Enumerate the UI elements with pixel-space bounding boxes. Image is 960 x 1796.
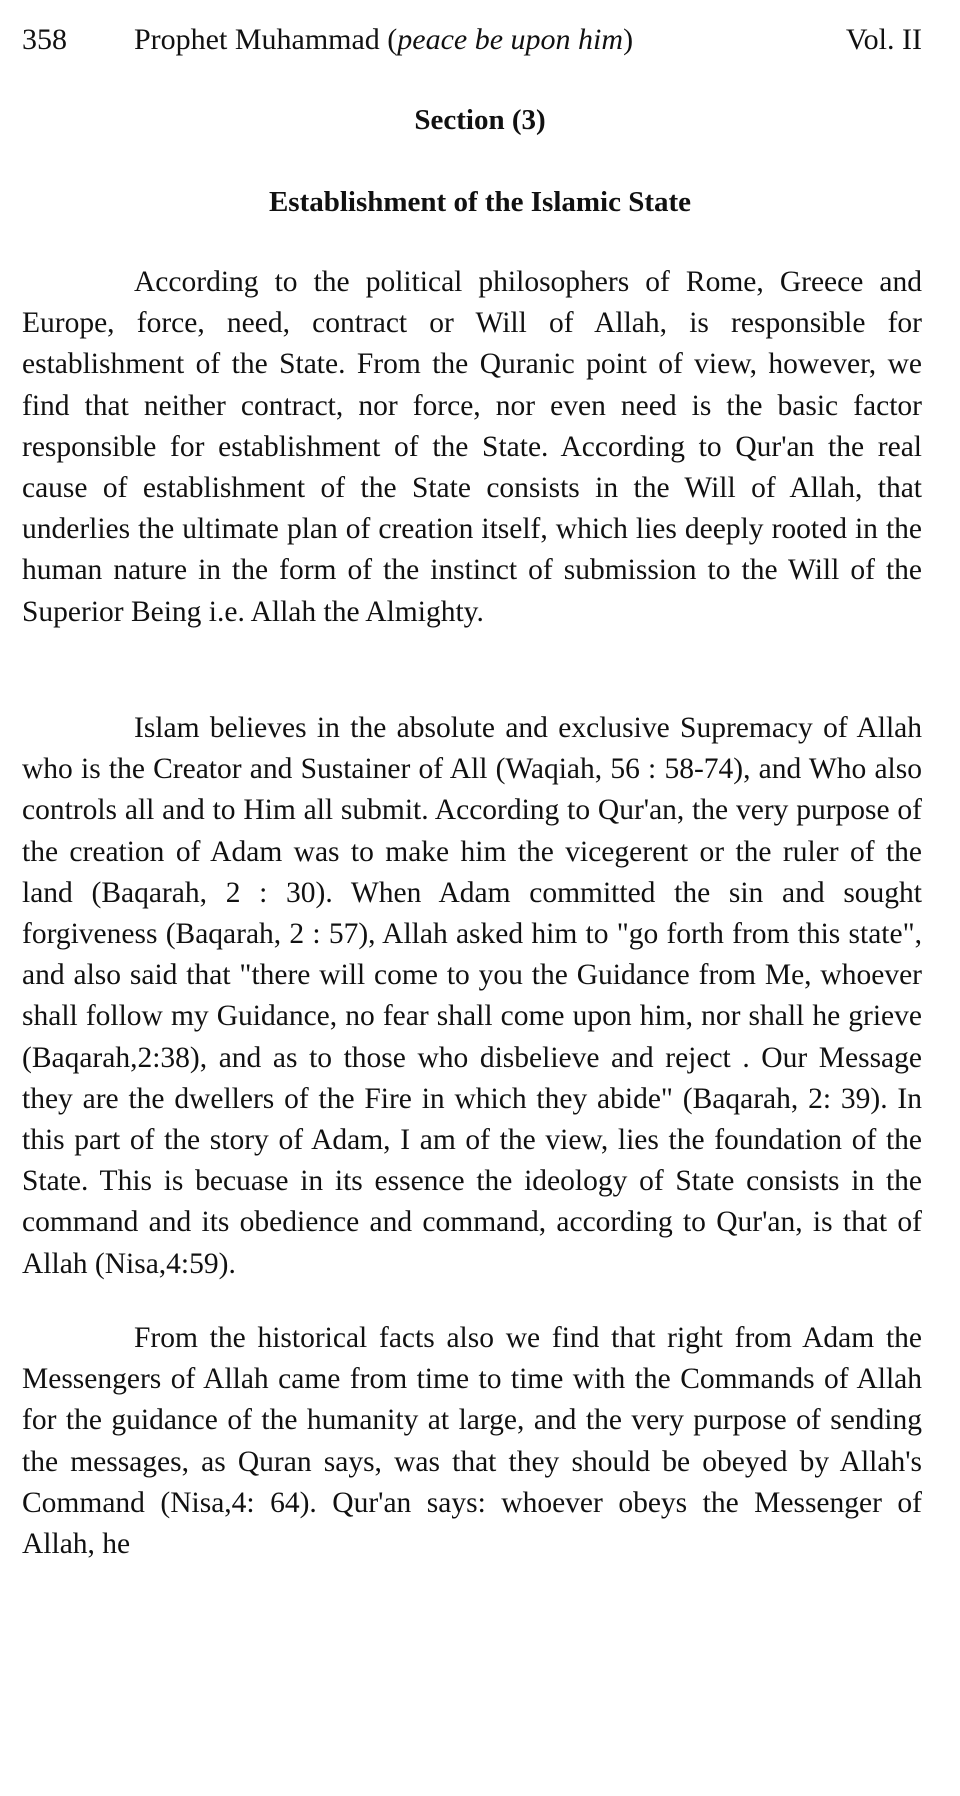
section-title: Establishment of the Islamic State (268, 186, 692, 218)
running-title-italic: peace be upon him (397, 23, 624, 56)
running-title (134, 18, 633, 62)
volume-label: Vol. II (845, 23, 922, 56)
running-title-suffix: ) (623, 23, 634, 56)
paragraph-2-text: Islam believes in the absolute and exclusive Supremacy of Allah who is the Creator and Sustainer of All (Waqiah, 56 : 58-74), and Who also controls all and to Him all submit. According to Qur'an, the very purpose of the creation of Adam was to make him the vicegerent or the ruler of the land (Baqarah, 2 : 30). When Adam committed the sin and sought forgiveness (Baqarah, 2 : 57), Allah asked him to "go forth from this state", and also said that "there will come to you the Guidance from Me, whoever shall follow my Guidance, no fear shall come upon him, nor shall he grieve (Baqarah,2:38), and as to those who disbelieve and reject . Our Message they are the dwellers of the Fire in which they abide" (Baqarah, 2: 39). In this part of the story of Adam, I am of the view, lies the foundation of the State. This is becuase in its essence the ideology of State consists in the command and its obedience and command, according to Qur'an, is that of Allah (Nisa,4:59). (22, 712, 922, 1280)
paragraph-3 (22, 1318, 922, 1565)
paragraph-2 (22, 708, 922, 1285)
running-title-prefix: Prophet Muhammad ( (134, 23, 398, 56)
paragraph-1-text: According to the political philosophers of Rome, Greece and Europe, force, need, contract or Will of Allah, is responsible for establishment of the State. From the Quranic point of view, however, we find that neither contract, nor force, nor even need is the basic factor responsible for establishment of the State. According to Qur'an the real cause of establishment of the State consists in the Will of Allah, that underlies the ultimate plan of creation itself, which lies deeply rooted in the human nature in the form of the instinct of submission to the Will of the Superior Being i.e. Allah the Almighty. (22, 266, 922, 628)
page-header (22, 18, 922, 62)
paragraph-3-text: From the historical facts also we find that right from Adam the Messengers of Allah came from time to time with the Commands of Allah for the guidance of the humanity at large, and the very purpose of sending the messages, as Quran says, was that they should be obeyed by Allah's Command (Nisa,4: 64). Qur'an says: whoever obeys the Messenger of Allah, he (22, 1322, 922, 1561)
page-number: 358 (22, 23, 67, 56)
section-label: Section (3) (414, 104, 546, 136)
paragraph-1 (22, 262, 922, 633)
